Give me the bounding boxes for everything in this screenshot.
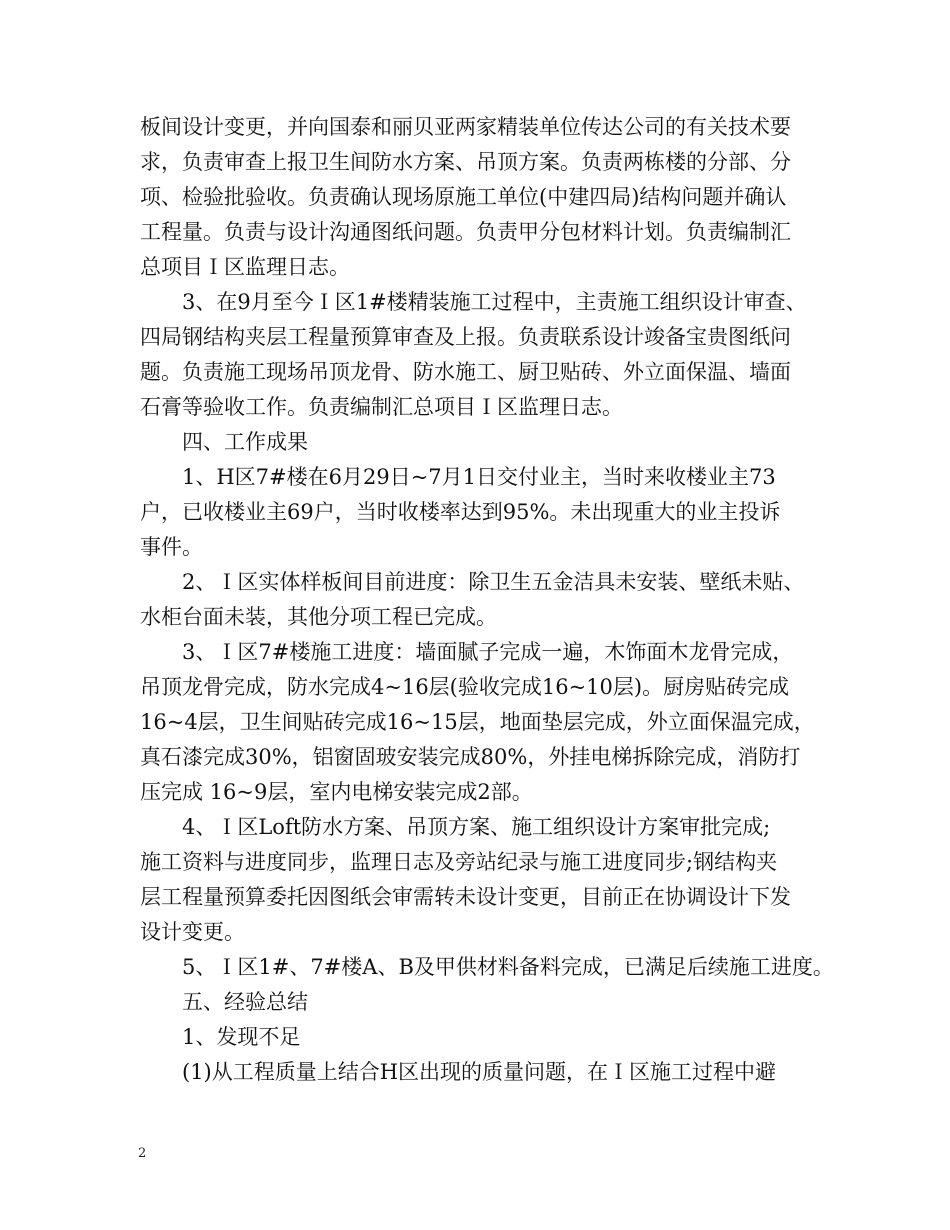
text-line: 户，已收楼业主69户，当时收楼率达到95%。未出现重大的业主投诉	[140, 500, 781, 524]
text-line: 水柜台面未装，其他分项工程已完成。	[140, 605, 497, 629]
text-line: 工程量。负责与设计沟通图纸问题。负责甲分包材料计划。负责编制汇	[140, 220, 791, 244]
text-line: 项、检验批验收。负责确认现场原施工单位(中建四局)结构问题并确认	[140, 185, 787, 209]
text-line: 石膏等验收工作。负责编制汇总项目Ｉ区监理日志。	[140, 395, 623, 419]
text-line: 3、Ｉ区7#楼施工进度：墙面腻子完成一遍，木饰面木龙骨完成，	[140, 640, 794, 664]
subsection-heading: 1、发现不足	[140, 1025, 301, 1049]
text-line: 事件。	[140, 535, 203, 559]
text-line: 施工资料与进度同步，监理日志及旁站纪录与施工进度同步;钢结构夹	[140, 850, 778, 874]
text-line: 2、Ｉ区实体样板间目前进度：除卫生五金洁具未安装、壁纸未贴、	[140, 570, 805, 594]
text-line: 层工程量预算委托因图纸会审需转未设计变更，目前正在协调设计下发	[140, 885, 791, 909]
text-line: 吊顶龙骨完成，防水完成4~16层(验收完成16~10层)。厨房贴砖完成	[140, 675, 790, 699]
text-line: 4、Ｉ区Loft防水方案、吊顶方案、施工组织设计方案审批完成;	[140, 815, 771, 839]
text-line: (1)从工程质量上结合H区出现的质量问题，在Ｉ区施工过程中避	[140, 1060, 777, 1084]
section-heading: 五、经验总结	[140, 990, 308, 1014]
text-line: 16~4层，卫生间贴砖完成16~15层，地面垫层完成，外立面保温完成，	[140, 710, 815, 734]
text-line: 总项目Ｉ区监理日志。	[140, 255, 350, 279]
text-line: 3、在9月至今Ｉ区1#楼精装施工过程中，主责施工组织设计审查、	[140, 290, 807, 314]
text-line: 求，负责审查上报卫生间防水方案、吊顶方案。负责两栋楼的分部、分	[140, 150, 791, 174]
text-line: 真石漆完成30%，铝窗固玻安装完成80%，外挂电梯拆除完成，消防打	[140, 745, 801, 769]
page-number: 2	[138, 1146, 147, 1161]
section-heading: 四、工作成果	[140, 430, 308, 454]
text-line: 5、Ｉ区1#、7#楼A、B及甲供材料备料完成，已满足后续施工进度。	[140, 955, 834, 979]
text-line: 1、H区7#楼在6月29日~7月1日交付业主，当时来收楼业主73	[140, 465, 776, 489]
text-line: 四局钢结构夹层工程量预算审查及上报。负责联系设计竣备宝贵图纸问	[140, 325, 791, 349]
text-line: 题。负责施工现场吊顶龙骨、防水施工、厨卫贴砖、外立面保温、墙面	[140, 360, 791, 384]
text-line: 板间设计变更，并向国泰和丽贝亚两家精装单位传达公司的有关技术要	[140, 115, 791, 139]
text-line: 压完成 16~9层，室内电梯安装完成2部。	[140, 780, 533, 804]
text-line: 设计变更。	[140, 920, 245, 944]
